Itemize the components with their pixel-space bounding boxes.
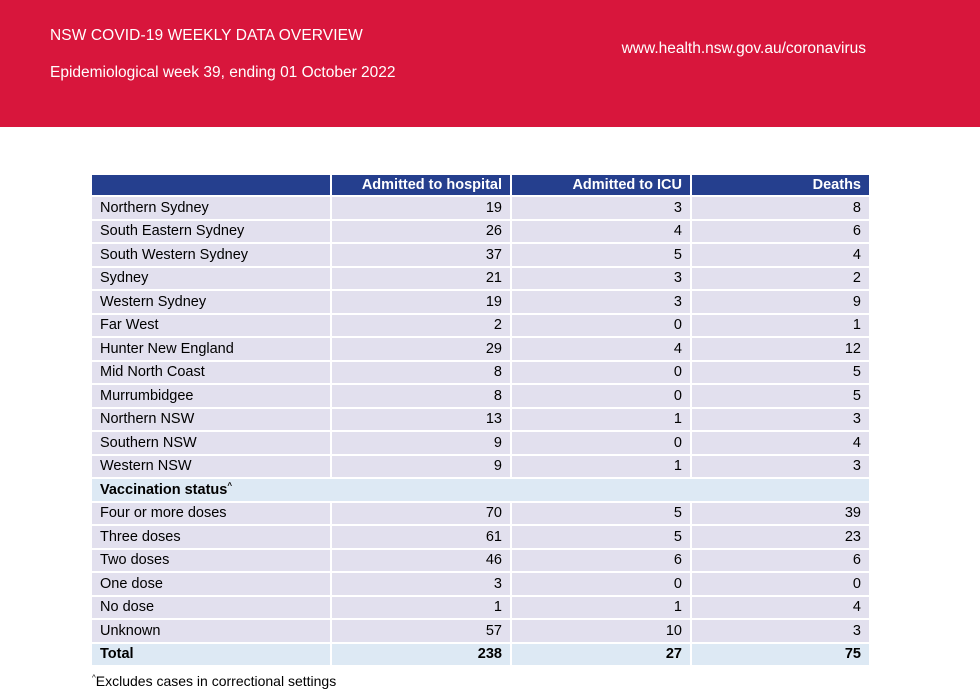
cell-deaths: 75 [692,644,869,666]
row-label: Far West [92,315,330,337]
cell-hospital: 46 [332,550,510,572]
row-label: South Western Sydney [92,244,330,266]
cell-deaths: 4 [692,597,869,619]
table-row [92,338,869,360]
row-label: One dose [92,573,330,595]
table-row [92,268,869,290]
table-row [92,620,869,642]
total-row [92,644,869,666]
cell-hospital: 3 [332,573,510,595]
row-label: Two doses [92,550,330,572]
cell-hospital: 57 [332,620,510,642]
cell-hospital: 19 [332,291,510,313]
cell-icu: 3 [512,291,690,313]
row-label: Hunter New England [92,338,330,360]
cell-deaths: 5 [692,385,869,407]
cell-icu: 10 [512,620,690,642]
footnote-marker: ^ [92,673,96,683]
cell-icu: 4 [512,338,690,360]
row-label: Murrumbidgee [92,385,330,407]
table-row [92,550,869,572]
cell-icu: 3 [512,268,690,290]
table-row [92,362,869,384]
cell-icu: 0 [512,362,690,384]
cell-deaths: 6 [692,221,869,243]
cell-hospital: 9 [332,456,510,478]
cell-deaths: 8 [692,197,869,219]
table-row [92,432,869,454]
column-header-icu: Admitted to ICU [512,175,690,195]
row-label: Three doses [92,526,330,548]
row-label: No dose [92,597,330,619]
cell-deaths: 23 [692,526,869,548]
column-header-deaths: Deaths [692,175,869,195]
page-title: NSW COVID-19 WEEKLY DATA OVERVIEW [50,27,363,44]
cell-icu: 1 [512,597,690,619]
cell-deaths: 39 [692,503,869,525]
row-label: South Eastern Sydney [92,221,330,243]
table-row [92,385,869,407]
cell-deaths: 3 [692,409,869,431]
cell-icu: 0 [512,432,690,454]
cell-deaths: 2 [692,268,869,290]
data-table [90,173,871,667]
cell-deaths: 3 [692,620,869,642]
cell-icu: 0 [512,573,690,595]
cell-hospital: 2 [332,315,510,337]
cell-icu: 0 [512,315,690,337]
footnote [92,673,336,689]
row-label: Southern NSW [92,432,330,454]
cell-hospital: 21 [332,268,510,290]
cell-icu: 6 [512,550,690,572]
cell-deaths: 3 [692,456,869,478]
cell-icu: 5 [512,526,690,548]
row-label: Total [92,644,330,666]
section-label-text: Vaccination status [100,481,228,498]
cell-icu: 1 [512,456,690,478]
column-header-category [92,175,330,195]
cell-icu: 1 [512,409,690,431]
cell-deaths: 12 [692,338,869,360]
table-row [92,526,869,548]
table-row [92,291,869,313]
column-header-hospital: Admitted to hospital [332,175,510,195]
cell-deaths: 6 [692,550,869,572]
page-subtitle: Epidemiological week 39, ending 01 October 2022 [50,64,396,81]
row-label: Sydney [92,268,330,290]
table-row [92,221,869,243]
cell-icu: 4 [512,221,690,243]
row-label: Unknown [92,620,330,642]
table-row [92,315,869,337]
cell-hospital: 9 [332,432,510,454]
section-label [92,479,869,501]
cell-hospital: 238 [332,644,510,666]
row-label: Western NSW [92,456,330,478]
cell-hospital: 13 [332,409,510,431]
table-row [92,456,869,478]
cell-icu: 3 [512,197,690,219]
cell-deaths: 1 [692,315,869,337]
table-row [92,597,869,619]
header-banner [0,0,980,127]
cell-hospital: 61 [332,526,510,548]
cell-hospital: 1 [332,597,510,619]
cell-icu: 0 [512,385,690,407]
cell-deaths: 4 [692,432,869,454]
cell-hospital: 26 [332,221,510,243]
cell-hospital: 8 [332,362,510,384]
website-url: www.health.nsw.gov.au/coronavirus [621,40,866,57]
table-row [92,244,869,266]
cell-deaths: 5 [692,362,869,384]
row-label: Western Sydney [92,291,330,313]
cell-hospital: 19 [332,197,510,219]
cell-deaths: 4 [692,244,869,266]
cell-icu: 5 [512,503,690,525]
table-row [92,197,869,219]
section-row-vaccination [92,479,869,501]
row-label: Mid North Coast [92,362,330,384]
table-row [92,503,869,525]
cell-icu: 27 [512,644,690,666]
cell-hospital: 8 [332,385,510,407]
row-label: Four or more doses [92,503,330,525]
section-marker: ^ [227,480,232,490]
table-row [92,573,869,595]
row-label: Northern NSW [92,409,330,431]
table-row [92,409,869,431]
cell-hospital: 37 [332,244,510,266]
cell-deaths: 9 [692,291,869,313]
cell-icu: 5 [512,244,690,266]
table-header-row [92,175,869,195]
footnote-text: Excludes cases in correctional settings [95,673,337,689]
cell-deaths: 0 [692,573,869,595]
cell-hospital: 29 [332,338,510,360]
row-label: Northern Sydney [92,197,330,219]
cell-hospital: 70 [332,503,510,525]
